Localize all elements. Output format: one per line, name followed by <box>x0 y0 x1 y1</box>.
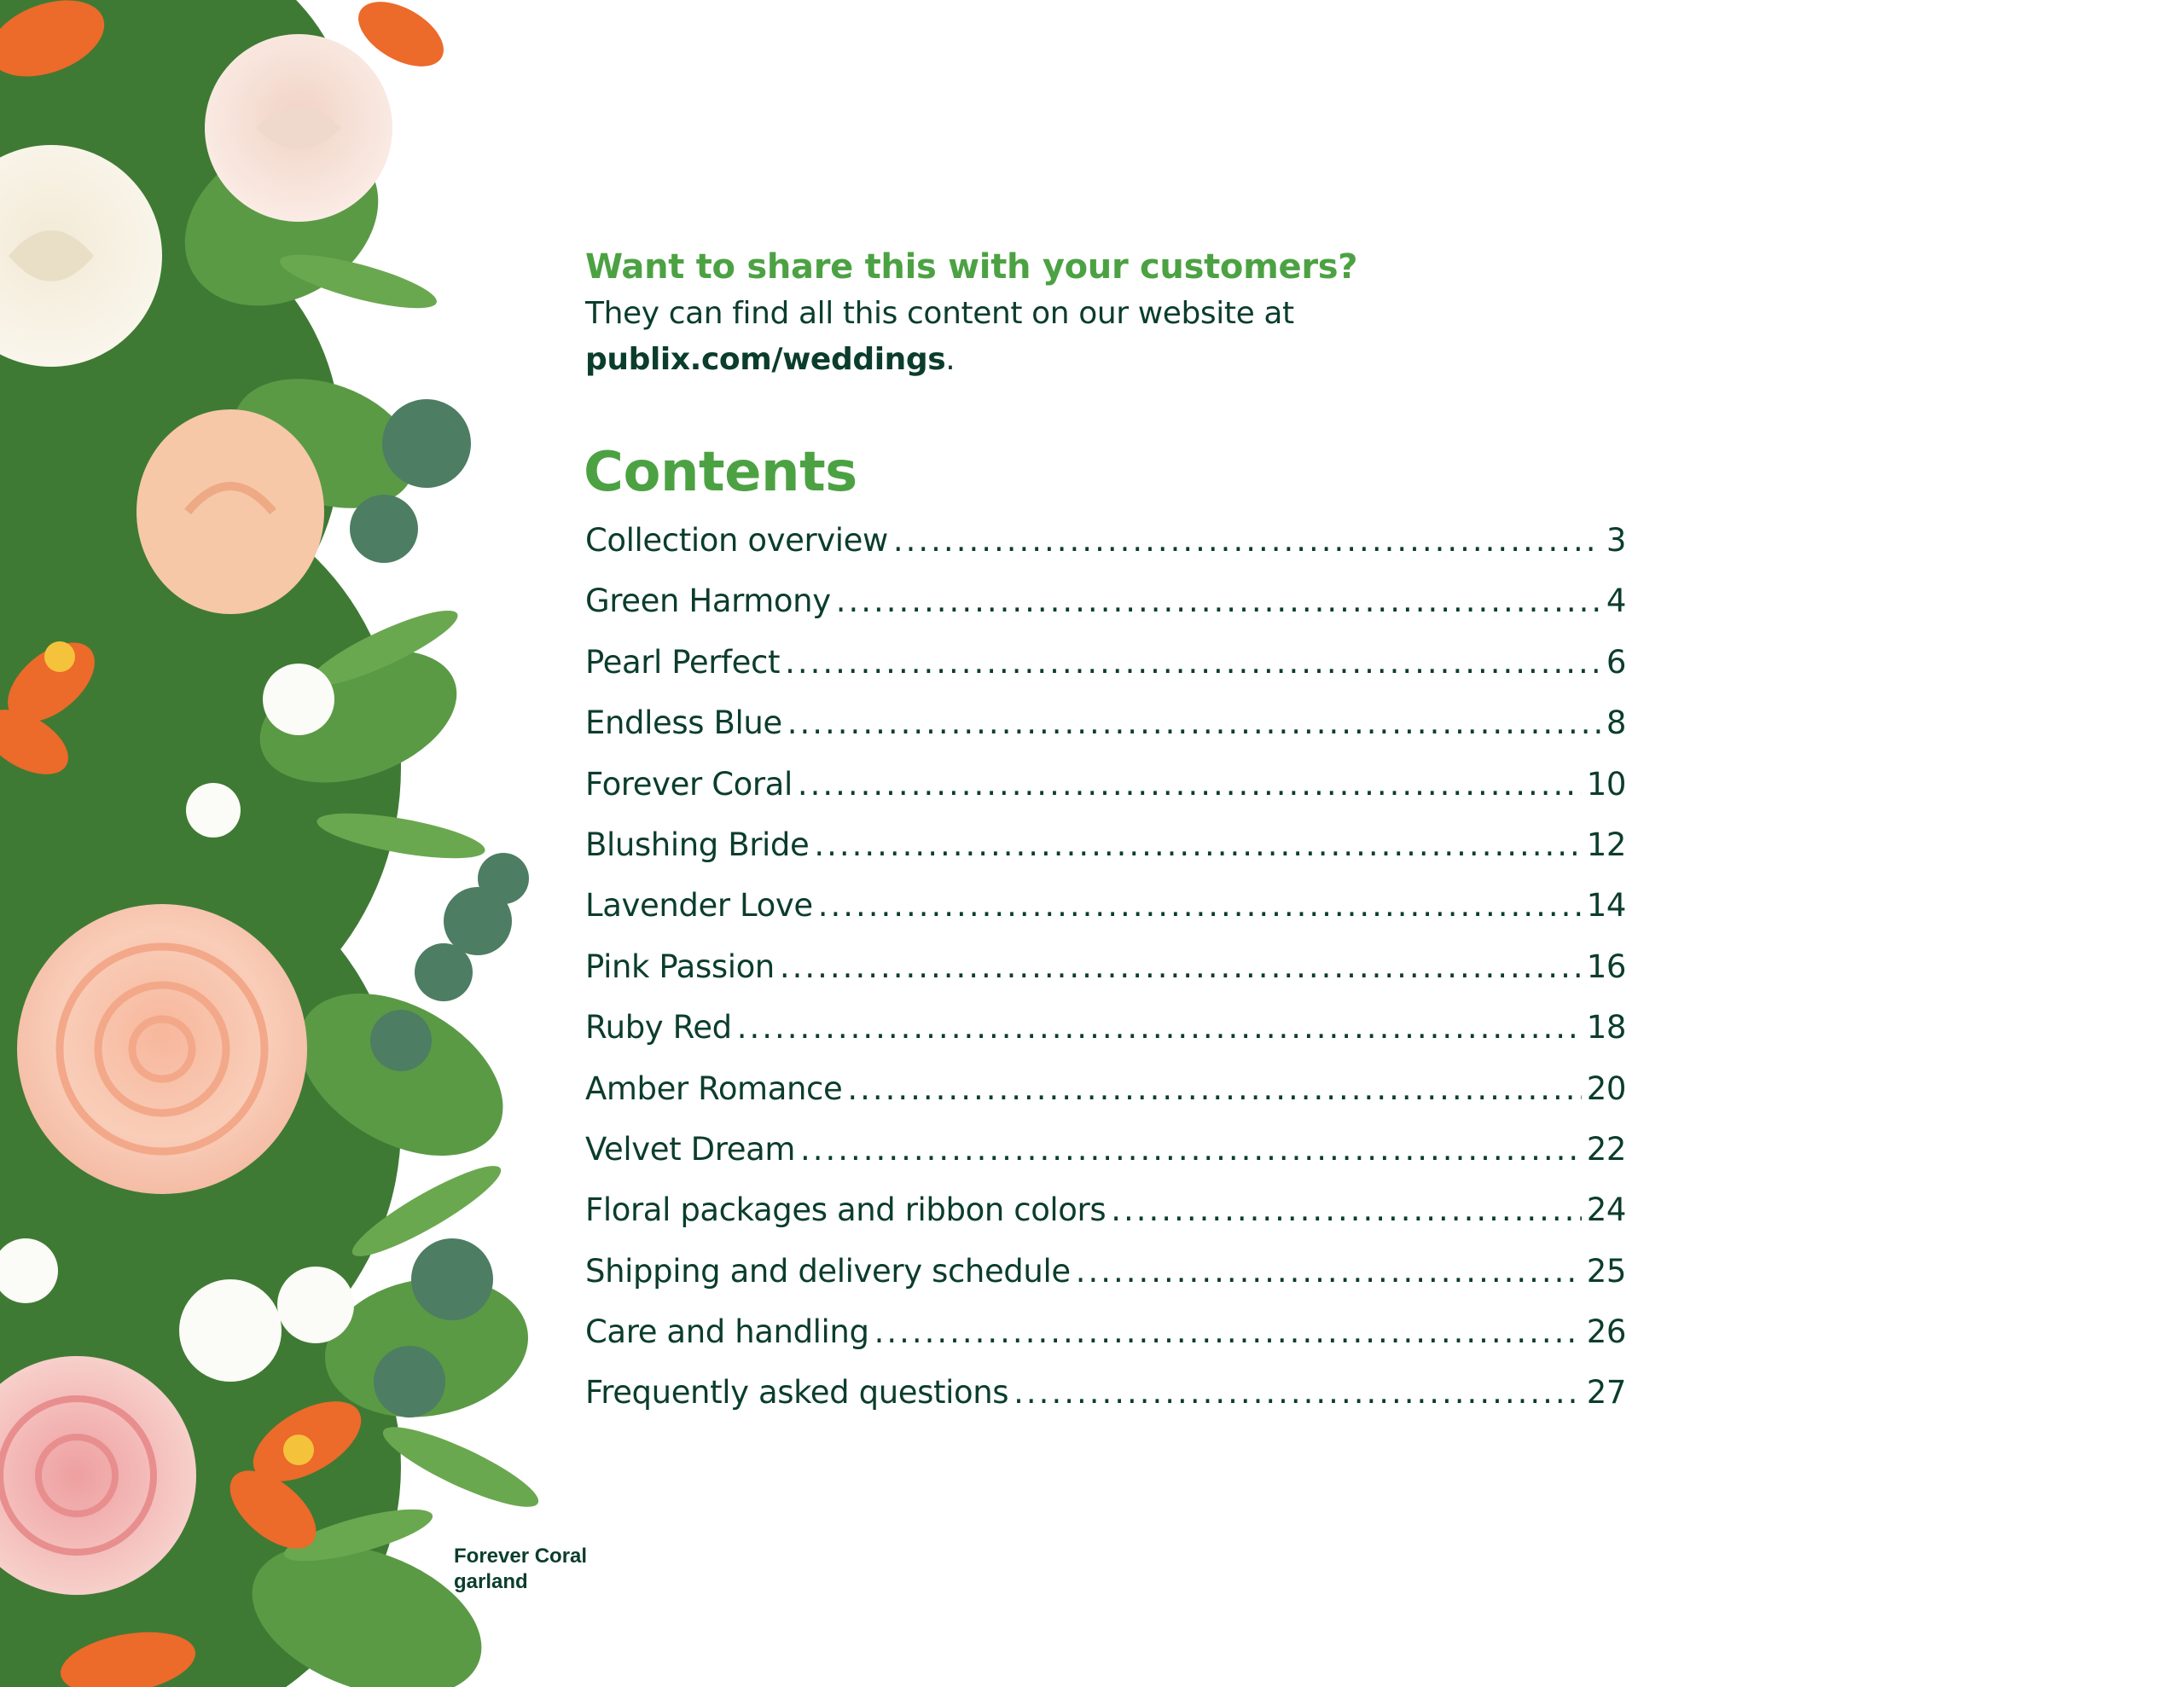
toc-page-number: 27 <box>1586 1374 1626 1412</box>
toc-label: Collection overview <box>585 522 888 559</box>
toc-entry-collection-overview[interactable] <box>585 522 1626 583</box>
toc-leader-dots <box>836 583 1601 619</box>
toc-page-number: 18 <box>1586 1009 1626 1046</box>
table-of-contents <box>585 522 1626 1435</box>
toc-leader-dots <box>847 1070 1581 1107</box>
share-heading: Want to share this with your customers? <box>585 247 1358 287</box>
toc-entry-green-harmony[interactable] <box>585 583 1626 643</box>
toc-leader-dots <box>785 644 1601 681</box>
toc-page-number: 26 <box>1586 1313 1626 1351</box>
toc-entry-lavender-love[interactable] <box>585 887 1626 948</box>
website-link[interactable]: publix.com/weddings <box>585 342 946 377</box>
toc-page-number: 25 <box>1586 1252 1626 1290</box>
share-body-text: They can find all this content on our website at <box>585 296 1294 331</box>
toc-leader-dots <box>1076 1253 1582 1290</box>
toc-entry-amber-romance[interactable] <box>585 1070 1626 1131</box>
toc-leader-dots <box>818 887 1582 924</box>
toc-entry-faq[interactable] <box>585 1374 1626 1435</box>
toc-page-number: 16 <box>1586 948 1626 985</box>
toc-leader-dots <box>787 704 1601 741</box>
toc-entry-forever-coral[interactable] <box>585 766 1626 826</box>
toc-leader-dots <box>737 1009 1582 1046</box>
toc-entry-pearl-perfect[interactable] <box>585 644 1626 704</box>
toc-entry-floral-packages[interactable] <box>585 1191 1626 1252</box>
toc-entry-pink-passion[interactable] <box>585 948 1626 1009</box>
contents-title: Contents <box>584 441 857 504</box>
toc-entry-shipping-delivery[interactable] <box>585 1253 1626 1313</box>
toc-label: Endless Blue <box>585 704 782 742</box>
toc-label: Pearl Perfect <box>585 643 781 681</box>
toc-page-number: 20 <box>1586 1070 1626 1107</box>
toc-page-number: 10 <box>1586 765 1626 803</box>
toc-leader-dots <box>798 766 1582 803</box>
toc-page-number: 4 <box>1606 583 1626 620</box>
toc-label: Velvet Dream <box>585 1130 795 1168</box>
toc-label: Care and handling <box>585 1313 869 1351</box>
toc-label: Ruby Red <box>585 1009 732 1046</box>
caption-line-2: garland <box>454 1570 528 1593</box>
toc-leader-dots <box>874 1313 1582 1350</box>
toc-label: Shipping and delivery schedule <box>585 1252 1071 1290</box>
toc-label: Blushing Bride <box>585 826 810 863</box>
toc-page-number: 22 <box>1586 1130 1626 1168</box>
toc-page-number: 6 <box>1606 643 1626 681</box>
toc-entry-ruby-red[interactable] <box>585 1009 1626 1070</box>
toc-entry-care-handling[interactable] <box>585 1313 1626 1374</box>
toc-label: Green Harmony <box>585 583 831 620</box>
toc-label: Pink Passion <box>585 948 775 985</box>
floral-garland-image <box>0 0 580 1687</box>
share-body <box>585 291 1626 383</box>
toc-leader-dots <box>780 948 1582 985</box>
toc-page-number: 8 <box>1606 704 1626 742</box>
toc-label: Forever Coral <box>585 765 793 803</box>
toc-leader-dots <box>800 1131 1582 1168</box>
toc-leader-dots <box>893 522 1601 559</box>
toc-label: Frequently asked questions <box>585 1374 1009 1412</box>
toc-label: Floral packages and ribbon colors <box>585 1191 1107 1229</box>
toc-leader-dots <box>1111 1191 1581 1228</box>
toc-label: Amber Romance <box>585 1070 843 1107</box>
image-caption <box>454 1544 587 1595</box>
toc-leader-dots <box>814 826 1581 863</box>
caption-line-1: Forever Coral <box>454 1545 588 1568</box>
toc-leader-dots <box>1014 1374 1582 1411</box>
toc-page-number: 3 <box>1606 522 1626 559</box>
share-body-suffix: . <box>945 342 956 377</box>
toc-page-number: 12 <box>1586 826 1626 863</box>
share-section <box>585 243 1626 383</box>
toc-label: Lavender Love <box>585 887 813 925</box>
toc-entry-velvet-dream[interactable] <box>585 1131 1626 1191</box>
toc-entry-blushing-bride[interactable] <box>585 826 1626 887</box>
toc-entry-endless-blue[interactable] <box>585 704 1626 765</box>
toc-page-number: 24 <box>1586 1191 1626 1229</box>
toc-page-number: 14 <box>1586 887 1626 925</box>
